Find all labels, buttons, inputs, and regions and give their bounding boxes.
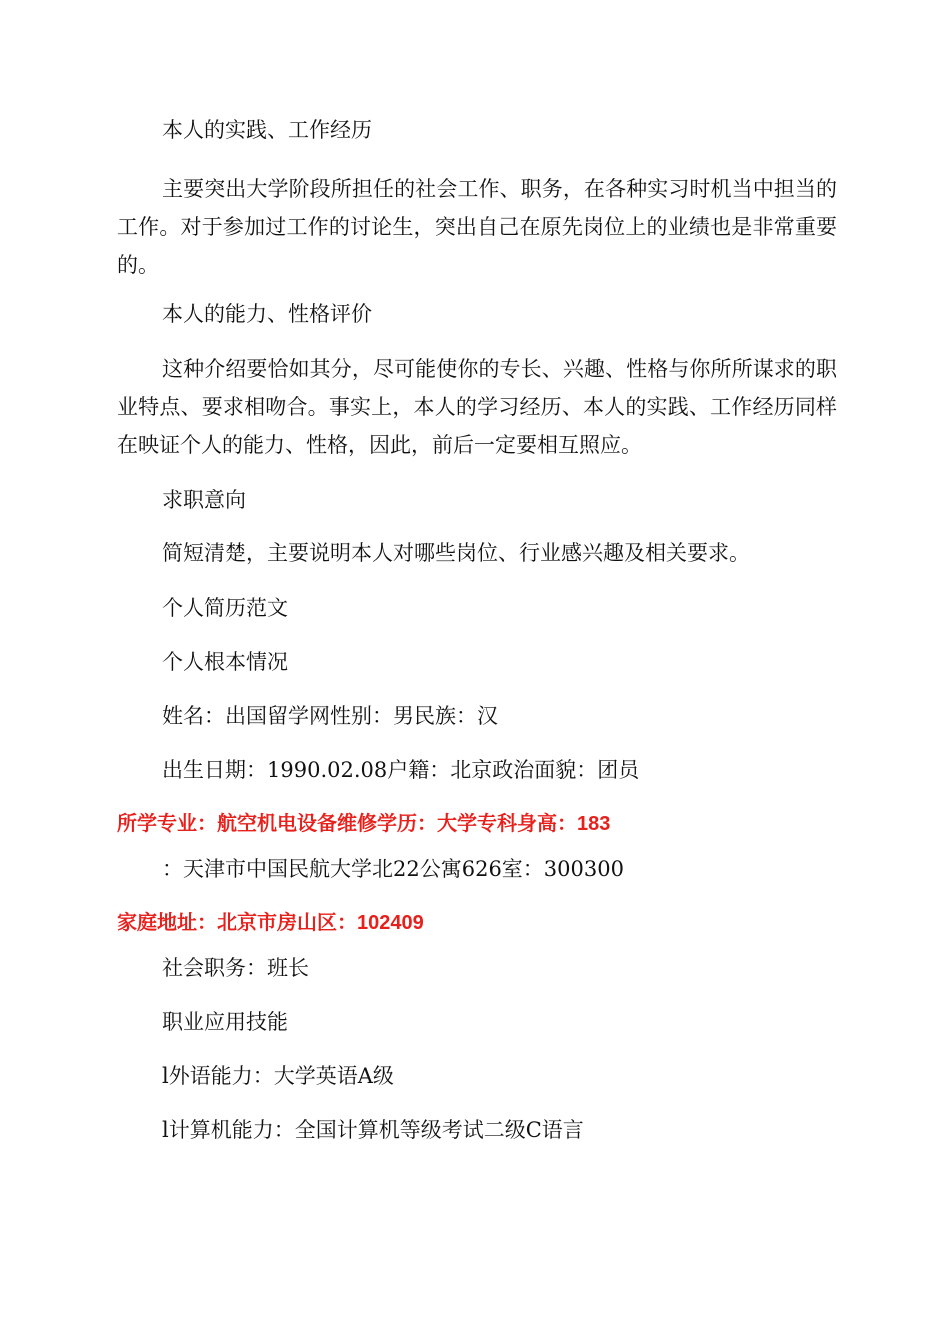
skill-computer: l计算机能力：全国计算机等级考试二级C语言	[162, 1118, 584, 1142]
heading-practice: 本人的实践、工作经历	[162, 118, 372, 142]
home-address-line: 家庭地址：北京市房山区：102409	[117, 912, 424, 934]
basic-info-heading: 个人根本情况	[162, 650, 288, 674]
skills-heading: 职业应用技能	[162, 1010, 288, 1034]
major-line: 所学专业：航空机电设备维修学历：大学专科身高：183	[117, 813, 611, 835]
heading-ability: 本人的能力、性格评价	[162, 302, 372, 326]
sample-title: 个人简历范文	[162, 596, 288, 620]
birth-line: 出生日期：1990.02.08户籍：北京政治面貌：团员	[162, 758, 640, 782]
skill-language: l外语能力：大学英语A级	[162, 1064, 394, 1088]
paragraph-intent: 简短清楚，主要说明本人对哪些岗位、行业感兴趣及相关要求。	[162, 541, 750, 565]
address-line: ：天津市中国民航大学北22公寓626室：300300	[162, 857, 624, 881]
social-role-line: 社会职务：班长	[162, 956, 309, 980]
heading-intent: 求职意向	[162, 488, 246, 512]
paragraph-ability: 这种介绍要恰如其分，尽可能使你的专长、兴趣、性格与你所所谋求的职业特点、要求相吻合。事实上，本人的学习经历、本人的实践、工作经历同样在映证个人的能力、性格，因此，前后一定要相互照应。	[117, 357, 837, 457]
paragraph-practice: 主要突出大学阶段所担任的社会工作、职务，在各种实习时机当中担当的工作。对于参加过工作的讨论生，突出自己在原先岗位上的业绩也是非常重要的。	[117, 177, 837, 277]
name-line: 姓名：出国留学网性别：男民族：汉	[162, 704, 498, 728]
